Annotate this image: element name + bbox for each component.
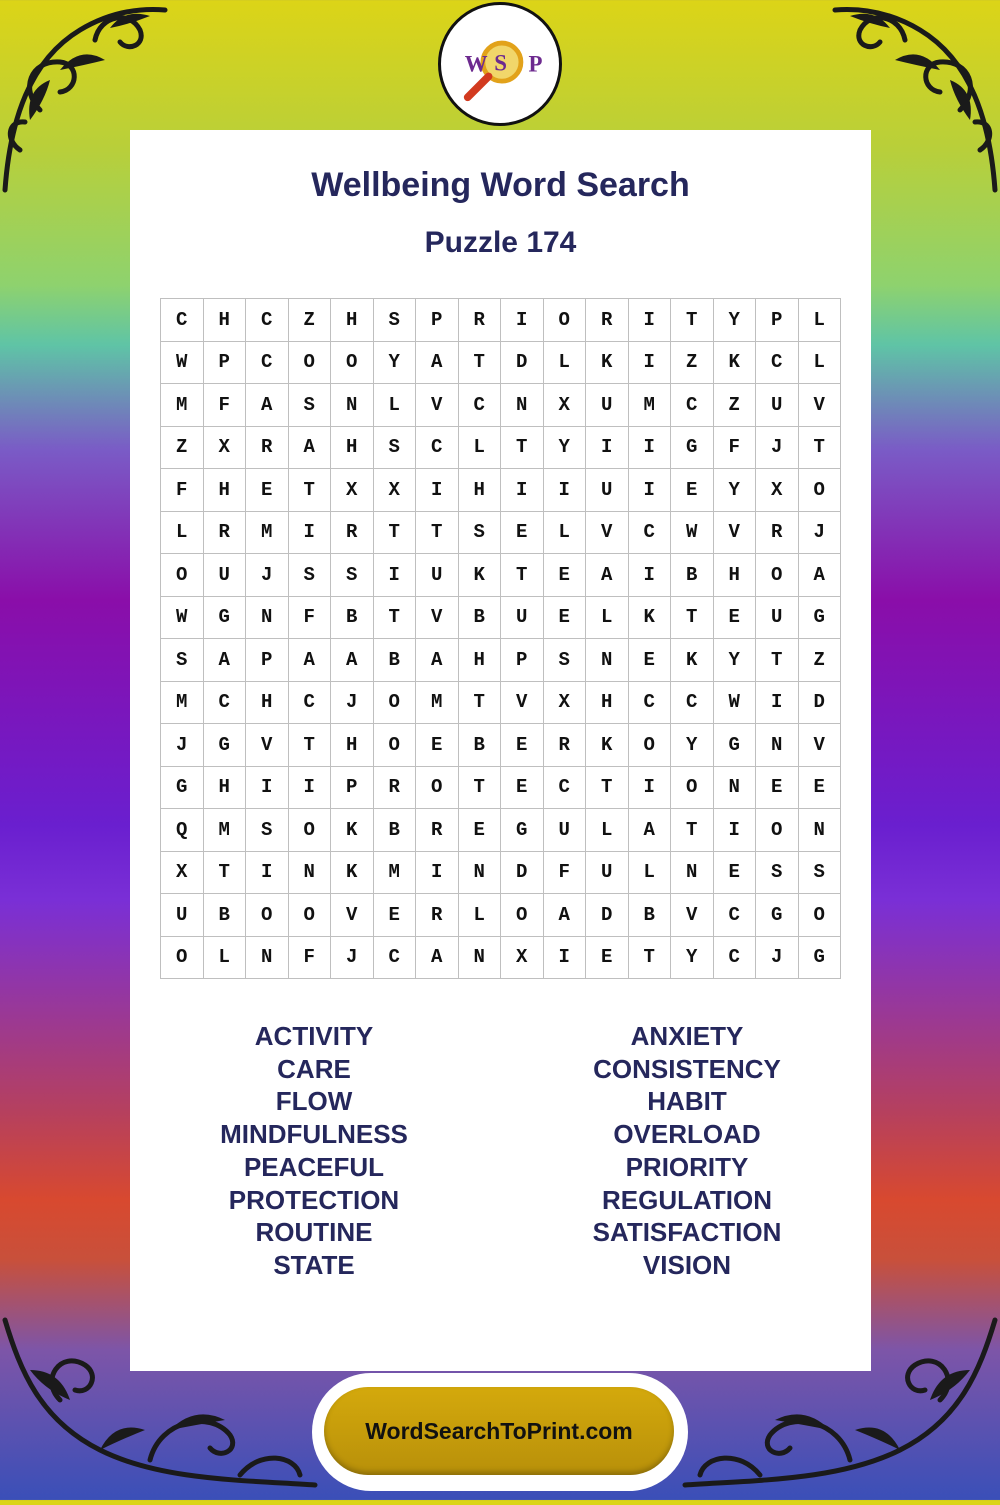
grid-cell: I	[629, 469, 672, 512]
grid-cell: M	[416, 682, 459, 725]
grid-cell: P	[204, 342, 247, 385]
grid-cell: S	[289, 554, 332, 597]
grid-cell: O	[629, 724, 672, 767]
grid-cell: H	[204, 767, 247, 810]
grid-cell: B	[459, 724, 502, 767]
grid-cell: M	[246, 512, 289, 555]
grid-cell: X	[374, 469, 417, 512]
grid-cell: Z	[799, 639, 842, 682]
word-item: PROTECTION	[228, 1184, 400, 1215]
grid-cell: I	[246, 852, 289, 895]
grid-cell: L	[586, 597, 629, 640]
grid-cell: T	[374, 512, 417, 555]
grid-cell: P	[501, 639, 544, 682]
grid-cell: T	[756, 639, 799, 682]
grid-cell: V	[586, 512, 629, 555]
grid-cell: E	[714, 597, 757, 640]
grid-cell: F	[289, 597, 332, 640]
grid-cell: C	[756, 342, 799, 385]
footer-pill[interactable]	[324, 1387, 674, 1475]
grid-cell: B	[204, 894, 247, 937]
word-item: REGULATION	[602, 1184, 772, 1215]
grid-cell: C	[459, 384, 502, 427]
grid-cell: C	[629, 682, 672, 725]
grid-cell: C	[161, 299, 204, 342]
grid-cell: X	[204, 427, 247, 470]
grid-cell: H	[586, 682, 629, 725]
grid-cell: C	[671, 384, 714, 427]
grid-cell: C	[289, 682, 332, 725]
grid-cell: S	[756, 852, 799, 895]
grid-cell: T	[671, 809, 714, 852]
footer-banner	[312, 1373, 688, 1491]
grid-cell: L	[459, 894, 502, 937]
grid-cell: H	[459, 469, 502, 512]
grid-cell: U	[416, 554, 459, 597]
grid-cell: T	[671, 597, 714, 640]
grid-cell: V	[799, 724, 842, 767]
grid-cell: E	[586, 937, 629, 980]
grid-cell: Z	[289, 299, 332, 342]
grid-cell: O	[289, 894, 332, 937]
word-item: STATE	[273, 1249, 355, 1280]
grid-cell: L	[799, 299, 842, 342]
grid-cell: I	[756, 682, 799, 725]
grid-cell: S	[799, 852, 842, 895]
grid-cell: C	[671, 682, 714, 725]
grid-cell: B	[459, 597, 502, 640]
grid-cell: G	[799, 597, 842, 640]
grid-cell: K	[459, 554, 502, 597]
grid-cell: J	[161, 724, 204, 767]
grid-cell: A	[416, 937, 459, 980]
footer-link[interactable]: WordSearchToPrint.com	[365, 1417, 633, 1444]
grid-cell: G	[501, 809, 544, 852]
grid-cell: U	[756, 384, 799, 427]
grid-cell: L	[459, 427, 502, 470]
grid-cell: O	[756, 809, 799, 852]
grid-cell: T	[459, 342, 502, 385]
magnifier-icon	[441, 5, 559, 123]
grid-cell: B	[374, 809, 417, 852]
grid-cell: K	[331, 809, 374, 852]
grid-cell: H	[331, 724, 374, 767]
grid-cell: V	[714, 512, 757, 555]
grid-cell: N	[246, 937, 289, 980]
grid-cell: X	[544, 682, 587, 725]
grid-cell: K	[671, 639, 714, 682]
grid-cell: H	[331, 299, 374, 342]
grid-cell: T	[799, 427, 842, 470]
grid-cell: R	[416, 809, 459, 852]
grid-cell: F	[204, 384, 247, 427]
word-item: ACTIVITY	[254, 1021, 374, 1051]
grid-cell: H	[246, 682, 289, 725]
grid-cell: I	[501, 299, 544, 342]
grid-cell: O	[331, 342, 374, 385]
grid-cell: L	[204, 937, 247, 980]
grid-cell: L	[544, 342, 587, 385]
grid-cell: J	[331, 937, 374, 980]
logo-letter-p: P	[528, 51, 543, 77]
grid-cell: C	[714, 937, 757, 980]
grid-cell: G	[161, 767, 204, 810]
grid-cell: J	[799, 512, 842, 555]
grid-cell: I	[416, 469, 459, 512]
grid-cell: T	[459, 682, 502, 725]
word-item: PEACEFUL	[243, 1151, 385, 1182]
page-title: Wellbeing Word Search	[311, 166, 690, 204]
grid-cell: E	[629, 639, 672, 682]
grid-cell: M	[629, 384, 672, 427]
grid-cell: T	[586, 767, 629, 810]
puzzle-number: Puzzle 174	[424, 226, 577, 259]
word-item: FLOW	[275, 1086, 353, 1117]
grid-cell: P	[331, 767, 374, 810]
grid-cell: J	[246, 554, 289, 597]
word-item: CARE	[277, 1053, 351, 1084]
grid-cell: R	[756, 512, 799, 555]
grid-cell: M	[161, 384, 204, 427]
grid-cell: H	[204, 299, 247, 342]
grid-cell: R	[374, 767, 417, 810]
grid-cell: G	[671, 427, 714, 470]
word-item: PRIORITY	[625, 1151, 749, 1182]
grid-cell: W	[671, 512, 714, 555]
grid-cell: T	[459, 767, 502, 810]
grid-cell: O	[799, 894, 842, 937]
grid-cell: E	[416, 724, 459, 767]
grid-cell: I	[544, 469, 587, 512]
grid-cell: N	[799, 809, 842, 852]
grid-cell: B	[671, 554, 714, 597]
grid-cell: R	[586, 299, 629, 342]
grid-cell: I	[289, 512, 332, 555]
grid-cell: H	[459, 639, 502, 682]
grid-cell: O	[374, 724, 417, 767]
grid-cell: E	[671, 469, 714, 512]
grid-cell: D	[501, 852, 544, 895]
grid-cell: U	[586, 384, 629, 427]
grid-cell: B	[331, 597, 374, 640]
grid-cell: O	[246, 894, 289, 937]
grid-cell: J	[331, 682, 374, 725]
grid-cell: U	[501, 597, 544, 640]
grid-cell: U	[756, 597, 799, 640]
grid-cell: A	[289, 639, 332, 682]
grid-cell: N	[289, 852, 332, 895]
grid-cell: S	[374, 427, 417, 470]
grid-cell: N	[459, 852, 502, 895]
grid-cell: J	[756, 427, 799, 470]
grid-cell: X	[501, 937, 544, 980]
grid-cell: I	[289, 767, 332, 810]
grid-cell: X	[756, 469, 799, 512]
grid-cell: W	[714, 682, 757, 725]
grid-cell: I	[629, 554, 672, 597]
grid-cell: I	[374, 554, 417, 597]
grid-cell: A	[629, 809, 672, 852]
grid-cell: O	[756, 554, 799, 597]
grid-cell: K	[629, 597, 672, 640]
grid-cell: E	[459, 809, 502, 852]
grid-cell: A	[544, 894, 587, 937]
word-item: VISION	[642, 1249, 732, 1280]
grid-cell: N	[501, 384, 544, 427]
grid-cell: O	[289, 342, 332, 385]
grid-cell: U	[586, 469, 629, 512]
grid-cell: X	[544, 384, 587, 427]
grid-cell: D	[501, 342, 544, 385]
grid-cell: V	[501, 682, 544, 725]
grid-cell: U	[204, 554, 247, 597]
grid-cell: Y	[544, 427, 587, 470]
word-item: SATISFACTION	[592, 1217, 782, 1248]
grid-cell: N	[671, 852, 714, 895]
grid-cell: O	[544, 299, 587, 342]
grid-cell: G	[799, 937, 842, 980]
grid-cell: C	[374, 937, 417, 980]
grid-cell: P	[756, 299, 799, 342]
grid-cell: E	[799, 767, 842, 810]
grid-cell: S	[161, 639, 204, 682]
grid-cell: C	[246, 299, 289, 342]
grid-cell: R	[331, 512, 374, 555]
grid-cell: I	[246, 767, 289, 810]
grid-cell: N	[714, 767, 757, 810]
grid-cell: I	[544, 937, 587, 980]
grid-cell: O	[416, 767, 459, 810]
grid-cell: B	[629, 894, 672, 937]
word-item: HABIT	[647, 1086, 727, 1117]
grid-cell: I	[416, 852, 459, 895]
grid-cell: Y	[671, 937, 714, 980]
grid-cell: U	[586, 852, 629, 895]
grid-cell: T	[671, 299, 714, 342]
grid-cell: T	[374, 597, 417, 640]
grid-cell: T	[416, 512, 459, 555]
grid-cell: A	[799, 554, 842, 597]
logo-letter-w: W	[464, 51, 488, 77]
word-list-right	[503, 1020, 871, 1282]
grid-cell: T	[501, 554, 544, 597]
grid-cell: N	[756, 724, 799, 767]
grid-cell: R	[416, 894, 459, 937]
grid-cell: E	[544, 554, 587, 597]
grid-cell: I	[586, 427, 629, 470]
grid-cell: N	[459, 937, 502, 980]
grid-cell: P	[416, 299, 459, 342]
grid-cell: G	[756, 894, 799, 937]
grid-cell: G	[204, 724, 247, 767]
grid-cell: C	[714, 894, 757, 937]
grid-cell: F	[289, 937, 332, 980]
grid-cell: H	[204, 469, 247, 512]
logo-letter-s: S	[494, 50, 507, 76]
grid-cell: E	[374, 894, 417, 937]
grid-cell: F	[714, 427, 757, 470]
grid-cell: V	[799, 384, 842, 427]
grid-cell: N	[246, 597, 289, 640]
grid-cell: I	[629, 427, 672, 470]
grid-cell: E	[501, 724, 544, 767]
grid-cell: E	[501, 512, 544, 555]
grid-cell: K	[714, 342, 757, 385]
grid-cell: T	[289, 724, 332, 767]
grid-cell: E	[714, 852, 757, 895]
grid-cell: B	[374, 639, 417, 682]
grid-cell: A	[204, 639, 247, 682]
grid-cell: X	[331, 469, 374, 512]
grid-cell: H	[714, 554, 757, 597]
word-item: ROUTINE	[255, 1217, 373, 1248]
grid-cell: I	[629, 767, 672, 810]
grid-cell: S	[374, 299, 417, 342]
grid-cell: T	[289, 469, 332, 512]
grid-cell: S	[289, 384, 332, 427]
grid-cell: C	[246, 342, 289, 385]
grid-cell: F	[544, 852, 587, 895]
grid-cell: Y	[374, 342, 417, 385]
grid-cell: S	[246, 809, 289, 852]
grid-cell: A	[416, 342, 459, 385]
grid-cell: R	[544, 724, 587, 767]
grid-cell: I	[501, 469, 544, 512]
grid-cell: T	[629, 937, 672, 980]
grid-cell: K	[586, 724, 629, 767]
grid-cell: R	[459, 299, 502, 342]
grid-cell: W	[161, 342, 204, 385]
grid-cell: K	[586, 342, 629, 385]
grid-cell: O	[161, 937, 204, 980]
grid-cell: S	[459, 512, 502, 555]
grid-cell: V	[416, 597, 459, 640]
grid-cell: X	[161, 852, 204, 895]
grid-cell: D	[799, 682, 842, 725]
grid-cell: W	[161, 597, 204, 640]
grid-cell: O	[799, 469, 842, 512]
grid-cell: F	[161, 469, 204, 512]
grid-cell: V	[671, 894, 714, 937]
grid-cell: O	[289, 809, 332, 852]
grid-cell: E	[544, 597, 587, 640]
grid-cell: Y	[671, 724, 714, 767]
word-item: MINDFULNESS	[220, 1119, 408, 1150]
grid-cell: U	[544, 809, 587, 852]
grid-cell: M	[374, 852, 417, 895]
grid-cell: O	[161, 554, 204, 597]
grid-cell: S	[544, 639, 587, 682]
grid-cell: R	[204, 512, 247, 555]
word-item: ANXIETY	[630, 1021, 744, 1051]
wsp-logo	[438, 2, 562, 126]
grid-cell: Y	[714, 639, 757, 682]
grid-cell: N	[331, 384, 374, 427]
grid-cell: G	[204, 597, 247, 640]
grid-cell: O	[671, 767, 714, 810]
grid-cell: I	[629, 342, 672, 385]
grid-cell: A	[586, 554, 629, 597]
grid-cell: L	[629, 852, 672, 895]
grid-cell: L	[799, 342, 842, 385]
grid-cell: S	[331, 554, 374, 597]
word-item: CONSISTENCY	[593, 1053, 781, 1084]
grid-cell: L	[544, 512, 587, 555]
grid-cell: C	[544, 767, 587, 810]
grid-cell: Y	[714, 299, 757, 342]
grid-cell: L	[586, 809, 629, 852]
grid-cell: V	[331, 894, 374, 937]
grid-cell: Z	[161, 427, 204, 470]
grid-cell: Z	[714, 384, 757, 427]
grid-cell: D	[586, 894, 629, 937]
grid-cell: M	[161, 682, 204, 725]
letter-grid	[160, 298, 841, 979]
grid-cell: E	[756, 767, 799, 810]
grid-cell: R	[246, 427, 289, 470]
grid-cell: U	[161, 894, 204, 937]
grid-cell: N	[586, 639, 629, 682]
grid-cell: K	[331, 852, 374, 895]
word-list-left	[130, 1020, 498, 1282]
word-item: OVERLOAD	[613, 1119, 761, 1150]
grid-cell: O	[374, 682, 417, 725]
grid-cell: Y	[714, 469, 757, 512]
grid-cell: L	[374, 384, 417, 427]
grid-cell: C	[629, 512, 672, 555]
grid-cell: M	[204, 809, 247, 852]
grid-cell: Z	[671, 342, 714, 385]
grid-cell: T	[501, 427, 544, 470]
grid-cell: E	[501, 767, 544, 810]
grid-cell: I	[714, 809, 757, 852]
grid-cell: G	[714, 724, 757, 767]
grid-cell: A	[331, 639, 374, 682]
grid-cell: C	[416, 427, 459, 470]
grid-cell: V	[246, 724, 289, 767]
grid-cell: C	[204, 682, 247, 725]
grid-cell: A	[246, 384, 289, 427]
grid-cell: V	[416, 384, 459, 427]
grid-cell: O	[501, 894, 544, 937]
word-list	[130, 1020, 871, 1282]
grid-cell: P	[246, 639, 289, 682]
grid-cell: A	[416, 639, 459, 682]
grid-cell: I	[629, 299, 672, 342]
grid-cell: H	[331, 427, 374, 470]
puzzle-card	[130, 130, 871, 1371]
grid-cell: Q	[161, 809, 204, 852]
grid-cell: A	[289, 427, 332, 470]
grid-cell: L	[161, 512, 204, 555]
grid-cell: E	[246, 469, 289, 512]
grid-cell: J	[756, 937, 799, 980]
grid-cell: T	[204, 852, 247, 895]
